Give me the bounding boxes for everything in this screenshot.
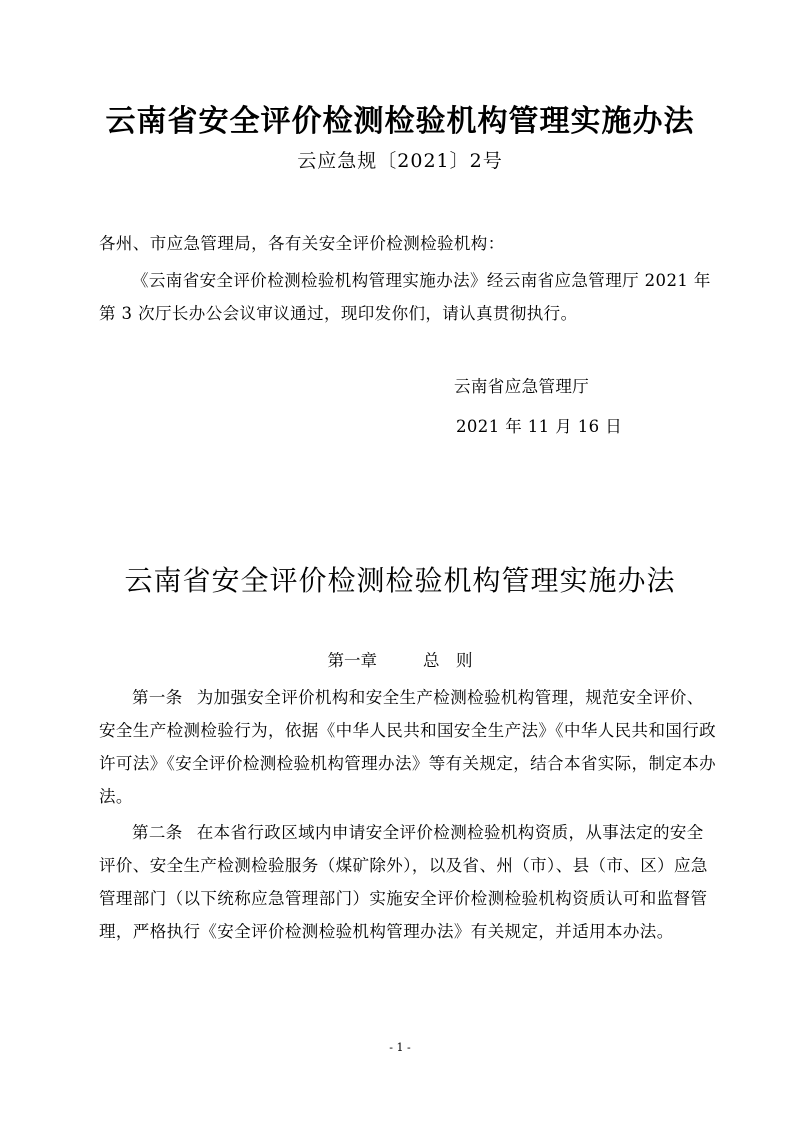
chapter-heading — [0, 646, 800, 676]
issuer-signature: 云南省应急管理厅 — [454, 377, 590, 396]
article-paragraph — [99, 681, 719, 813]
document-title: 云南省安全评价检测检验机构管理实施办法 — [105, 104, 695, 139]
chapter-label: 第一章 — [327, 651, 377, 670]
article-paragraph — [99, 816, 719, 948]
regulation-title: 云南省安全评价检测检验机构管理实施办法 — [124, 564, 676, 597]
chapter-title: 总 则 — [423, 651, 473, 670]
addressee-line: 各州、市应急管理局，各有关安全评价检测检验机构： — [99, 234, 505, 253]
issue-date: 2021 年 11 月 16 日 — [456, 417, 623, 436]
document-number: 云应急规〔2021〕2号 — [297, 150, 503, 172]
article-label: 第一条 — [132, 688, 183, 707]
page-number: - 1 - — [389, 1041, 411, 1054]
article-label: 第二条 — [132, 823, 183, 842]
article-text: 在本省行政区域内申请安全评价检测检验机构资质，从事法定的安全评价、安全生产检测检验服务（煤矿除外），以及省、州（市）、县（市、区）应急管理部门（以下统称应急管理部门）实施安全评价检测检验机构资质认可和监督管理，严格执行《安全评价检测检验机构管理办法》有关规定，并适用本办法。 — [99, 823, 708, 941]
notice-paragraph: 《云南省安全评价检测检验机构管理实施办法》经云南省应急管理厅 2021 年第 3 次厅长办公会议审议通过，现印发你们，请认真贯彻执行。 — [99, 271, 711, 323]
article-text: 为加强安全评价机构和安全生产检测检验机构管理，规范安全评价、安全生产检测检验行为，依据《中华人民共和国安全生产法》《中华人民共和国行政许可法》《安全评价检测检验机构管理办法》等有关规定，结合本省实际，制定本办法。 — [99, 688, 717, 806]
